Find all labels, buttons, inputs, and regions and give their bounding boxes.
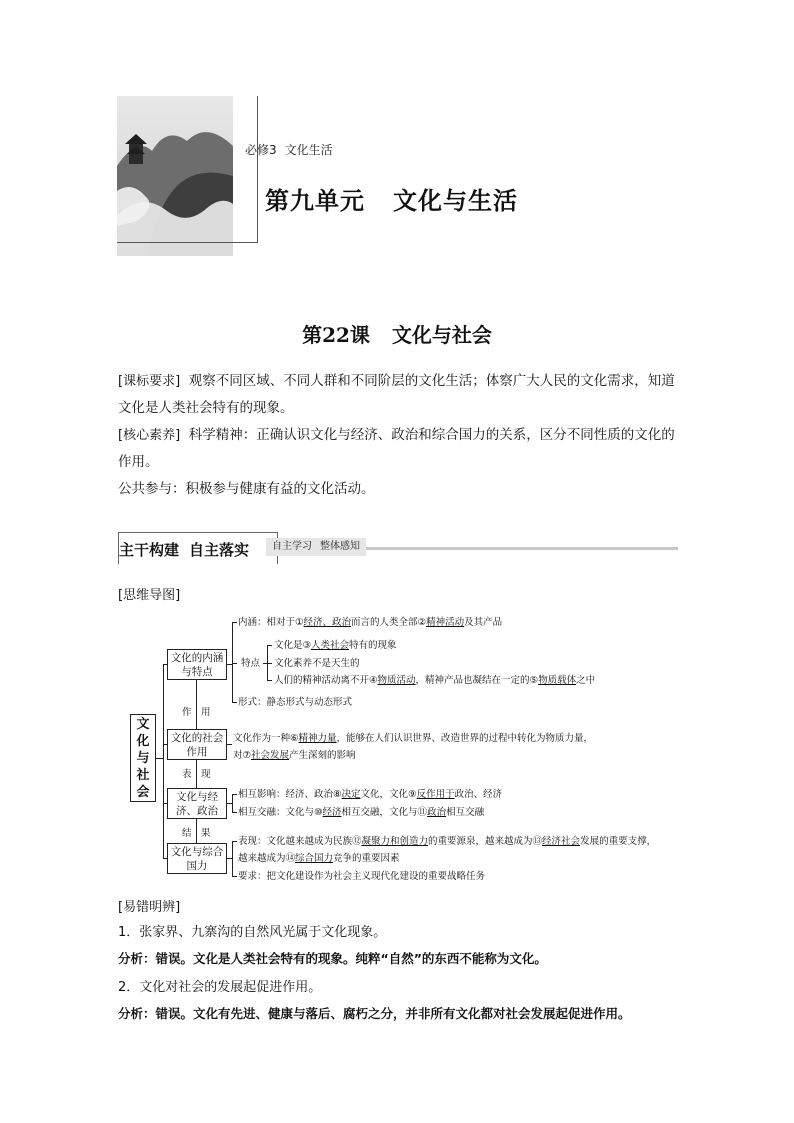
unit-subtitle	[245, 141, 333, 158]
mindmap-manifestation-cont	[238, 852, 400, 865]
error-analysis-2: 分析：错误。文化有先进、健康与落后、腐朽之分，并非所有文化都对社会发展起促进作用。	[118, 1006, 631, 1021]
connector-line	[227, 744, 232, 745]
requirements-label: [课标要求]	[118, 374, 181, 389]
banner-title-b: 自主落实	[189, 541, 250, 559]
answer-blank: 物质载体	[538, 675, 577, 686]
errors-label: [易错明辨]	[118, 900, 181, 915]
text-part: ，精神产品也凝结在一定的⑤	[415, 675, 539, 686]
answer-blank: 物质活动	[377, 675, 416, 686]
mindmap-requirement: 要求：把文化建设作为社会主义现代化建设的重要战略任务	[238, 871, 486, 882]
text-part: 及其产品	[464, 617, 503, 628]
link-label: 作	[182, 707, 192, 718]
section-banner-title	[119, 539, 249, 560]
error-question-2: 2．文化对社会的发展起促进作用。	[118, 980, 322, 995]
center-char: 会	[136, 784, 150, 800]
answer-blank: 精神力量	[298, 733, 337, 744]
text-part: 文化作为一种⑥	[233, 733, 299, 744]
public-participation: 公共参与：积极参与健康有益的文化活动。	[118, 481, 375, 497]
text-part: 表现：文化越来越成为民族⑫	[238, 836, 362, 847]
mindmap-center	[130, 714, 156, 802]
connector-line	[196, 680, 197, 729]
mindmap-node-economy-politics: 文化与经济、政治	[167, 788, 227, 819]
mindmap-mutual-influence	[238, 788, 502, 801]
answer-blank: 综合国力	[295, 853, 334, 864]
banner-tag-a: 自主学习	[272, 541, 312, 552]
text-part: 发展的重要支撑，	[580, 836, 657, 847]
answer-blank: 反作用于	[416, 789, 455, 800]
answer-blank: 政治	[427, 807, 447, 818]
mindmap-role-line-1	[233, 732, 593, 745]
link-label: 用	[201, 707, 211, 718]
text-part: 政治、经济	[454, 789, 503, 800]
link-label: 表	[182, 769, 192, 780]
connector-line	[267, 663, 272, 664]
answer-blank: 精神活动	[426, 617, 465, 628]
mindmap-feature-1	[274, 639, 397, 652]
connector-line	[232, 622, 237, 623]
text-part: 相互交融，文化与⑪	[341, 807, 428, 818]
connector-line	[232, 876, 237, 877]
link-label: 果	[201, 828, 211, 839]
banner-tag-b: 整体感知	[320, 541, 360, 552]
text-part: 文化，文化⑨	[360, 789, 417, 800]
text-part: 产生深刻的影响	[289, 750, 356, 761]
error-question-1: 1．张家界、九寨沟的自然风光属于文化现象。	[118, 925, 387, 940]
answer-blank: 经济、政治	[303, 617, 352, 628]
connector-line	[232, 702, 237, 703]
mindmap-node-meaning: 文化的内涵与特点	[167, 649, 227, 680]
text-part: 文化是③	[274, 640, 312, 651]
connector-line	[267, 680, 272, 681]
text-part: 特有的现象	[349, 640, 397, 651]
connector-line	[163, 664, 164, 858]
mindmap-feature-2: 文化素养不是天生的	[274, 658, 360, 669]
mindmap-node-social-role: 文化的社会作用	[167, 729, 227, 760]
text-part: 人们的精神活动离不开④	[274, 675, 378, 686]
connector-line	[196, 760, 197, 788]
bracket-line	[232, 794, 233, 813]
mindmap-manifestation	[238, 835, 656, 848]
center-char: 化	[136, 733, 150, 749]
connector-line	[232, 812, 237, 813]
center-char: 与	[136, 750, 150, 766]
text-part: ，能够在人们认识世界、改造世界的过程中转化为物质力量，	[336, 733, 594, 744]
mindmap-feature-3	[274, 674, 595, 687]
text-part: 的重要源泉，越来越成为⑬	[428, 836, 543, 847]
unit-subtitle-module: 必修3	[245, 143, 277, 157]
mindmap-definition	[238, 616, 502, 629]
lesson-name: 文化与社会	[391, 323, 492, 347]
answer-blank: 经济	[322, 807, 342, 818]
mindmap-role-line-2	[233, 749, 356, 762]
text-part: 相互交融：文化与⑩	[238, 807, 323, 818]
center-char: 文	[136, 716, 150, 732]
answer-blank: 决定	[341, 789, 361, 800]
answer-blank: 社会发展	[251, 750, 290, 761]
error-analysis-1: 分析：错误。文化是人类社会特有的现象。纯粹“自然”的东西不能称为文化。	[118, 951, 547, 966]
text-part: 越来越成为⑭	[238, 853, 296, 864]
mindmap-features-label: 特点	[241, 658, 261, 669]
unit-subtitle-book: 文化生活	[284, 143, 333, 157]
answer-blank: 人类社会	[311, 640, 350, 651]
core-label: [核心素养]	[118, 428, 181, 443]
text-part: 竞争的重要因素	[333, 853, 400, 864]
text-part: 之中	[576, 675, 596, 686]
lesson-number: 第22课	[302, 323, 370, 347]
section-banner-tag	[266, 538, 366, 556]
banner-title-a: 主干构建	[119, 541, 180, 559]
mindmap-mutual-blend	[238, 806, 484, 819]
answer-blank: 凝聚力和创造力	[361, 836, 429, 847]
link-label: 结	[182, 828, 192, 839]
text-part: 内涵：相对于①	[238, 617, 304, 628]
unit-name: 文化与生活	[393, 187, 518, 215]
connector-line	[267, 645, 272, 646]
bracket-line	[232, 841, 233, 877]
mindmap-node-national-power: 文化与综合国力	[167, 843, 227, 874]
curriculum-requirements	[118, 368, 678, 422]
core-literacy	[118, 422, 678, 476]
connector-line	[232, 841, 237, 842]
cover-frame	[117, 96, 258, 243]
requirements-text: 观察不同区域、不同人群和不同阶层的文化生活；体察广大人民的文化需求，知道文化是人类社会特有的现象。	[118, 373, 675, 416]
core-text: 科学精神：正确认识文化与经济、政治和综合国力的关系，区分不同性质的文化的作用。	[118, 427, 675, 470]
mindmap-form: 形式：静态形式与动态形式	[238, 697, 353, 708]
text-part: 而言的人类全部②	[351, 617, 427, 628]
answer-blank: 经济社会	[542, 836, 581, 847]
center-char: 社	[136, 767, 150, 783]
text-part: 相互影响：经济、政治⑧	[238, 789, 342, 800]
unit-title	[265, 181, 518, 216]
text-part: 对⑦	[233, 750, 252, 761]
mindmap-label: [思维导图]	[118, 588, 181, 603]
connector-line	[196, 819, 197, 843]
lesson-title	[0, 319, 794, 348]
link-label: 现	[201, 769, 211, 780]
connector-line	[232, 663, 237, 664]
unit-number: 第九单元	[265, 187, 365, 215]
connector-line	[232, 794, 237, 795]
text-part: 相互交融	[446, 807, 485, 818]
